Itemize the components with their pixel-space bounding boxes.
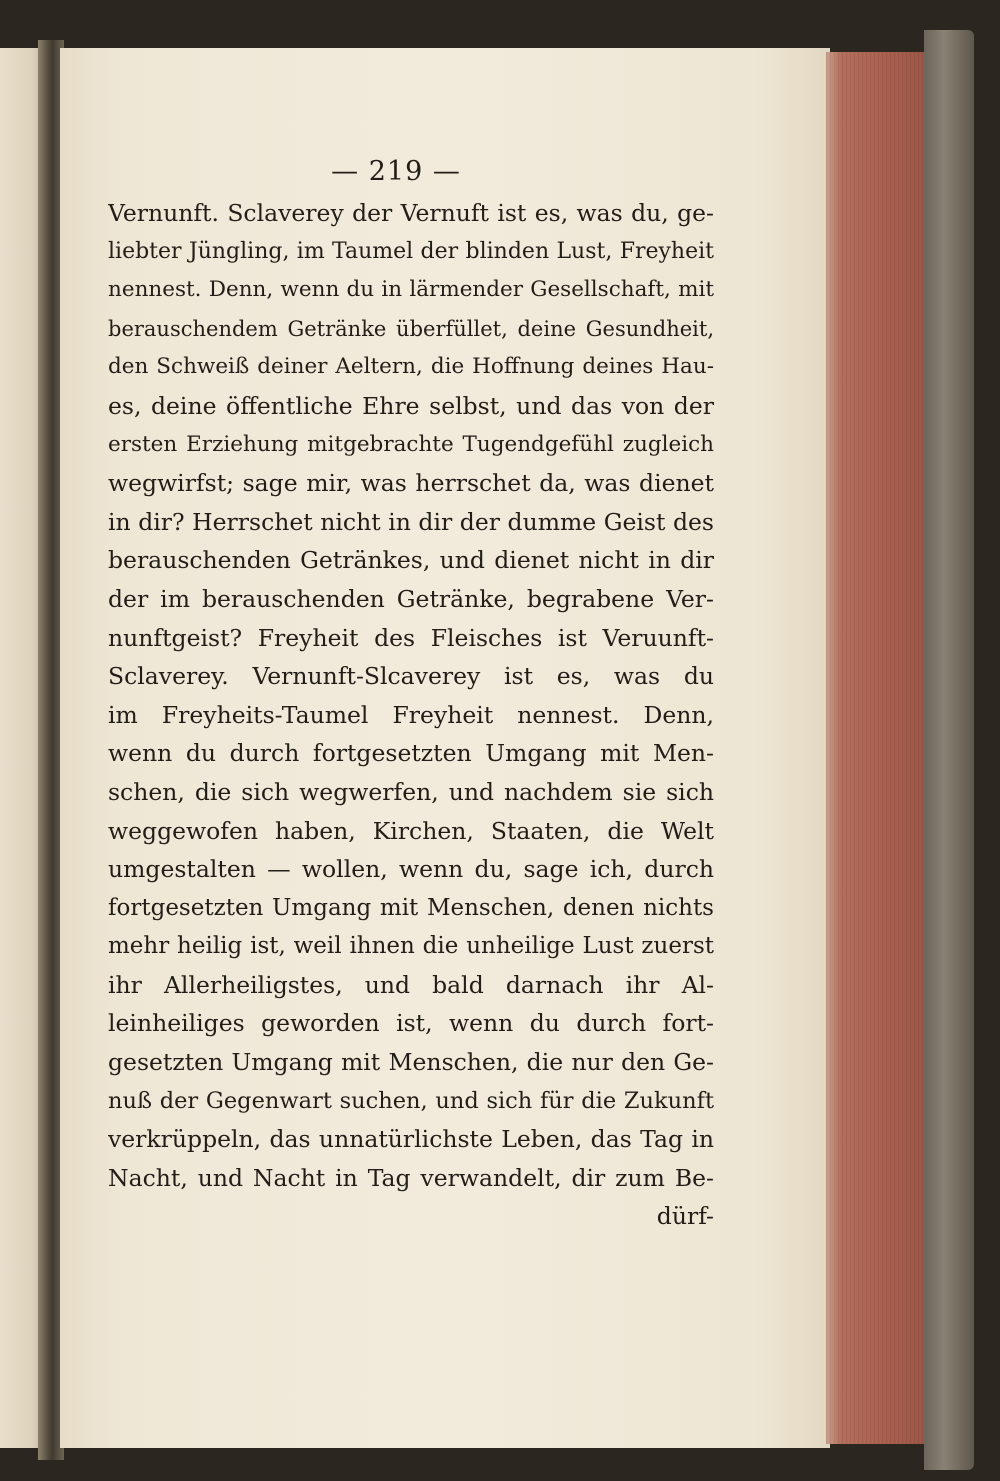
text-line: umgestalten — wollen, wenn du, sage ich, durch	[108, 855, 714, 884]
text-line: im Freyheits-Taumel Freyheit nennest. Denn,	[108, 700, 714, 729]
text-line: berauschendem Getränke überfüllet, deine Gesundheit,	[108, 316, 714, 341]
text-line: weggewofen haben, Kirchen, Staaten, die Welt	[108, 816, 714, 845]
page-edges	[826, 52, 928, 1444]
text-line: mehr heilig ist, weil ihnen die unheilige Lust zuerst	[108, 933, 714, 960]
page-number: — 219 —	[331, 156, 461, 187]
text-line: wenn du durch fortgesetzten Umgang mit Men-	[108, 739, 714, 768]
text-line: schen, die sich wegwerfen, und nachdem sie sich	[108, 777, 714, 806]
catchword: dürf-	[656, 1202, 714, 1231]
text-line: nunftgeist? Freyheit des Fleisches ist Veruunft-	[108, 623, 714, 652]
text-line: ihr Allerheiligstes, und bald darnach ihr Al-	[108, 970, 714, 999]
text-line: fortgesetzten Umgang mit Menschen, denen nichts	[108, 894, 714, 921]
text-line: verkrüppeln, das unnatürlichste Leben, das Tag in	[108, 1125, 714, 1154]
text-line: gesetzten Umgang mit Menschen, die nur den Ge-	[108, 1048, 714, 1077]
text-line: wegwirfst; sage mir, was herrschet da, was dienet	[108, 469, 714, 498]
text-line: leinheiliges geworden ist, wenn du durch fort-	[108, 1009, 714, 1038]
text-line: liebter Jüngling, im Taumel der blinden Lust, Freyheit	[108, 238, 714, 264]
text-line: der im berauschenden Getränke, begrabene Ver-	[108, 584, 714, 613]
text-line: ersten Erziehung mitgebrachte Tugendgefühl zugleich	[108, 431, 714, 457]
text-line: es, deine öffentliche Ehre selbst, und das von der	[108, 391, 714, 420]
text-line: Sclaverey. Vernunft-Slcaverey ist es, was du	[108, 662, 714, 691]
text-line: den Schweiß deiner Aeltern, die Hoffnung deines Hau-	[108, 354, 714, 380]
page-text	[108, 150, 714, 1236]
text-line: in dir? Herrschet nicht in dir der dumme Geist des	[108, 507, 714, 536]
text-line: nennest. Denn, wenn du in lärmender Gesellschaft, mit	[108, 277, 714, 303]
text-line: nuß der Gegenwart suchen, und sich für die Zukunft	[108, 1087, 714, 1114]
text-line: Nacht, und Nacht in Tag verwandelt, dir zum Be-	[108, 1163, 714, 1192]
text-line: Vernunft. Sclaverey der Vernuft ist es, was du, ge-	[108, 199, 714, 227]
book-cover-edge	[924, 30, 974, 1470]
text-line: berauschenden Getränkes, und dienet nicht in dir	[108, 546, 714, 575]
